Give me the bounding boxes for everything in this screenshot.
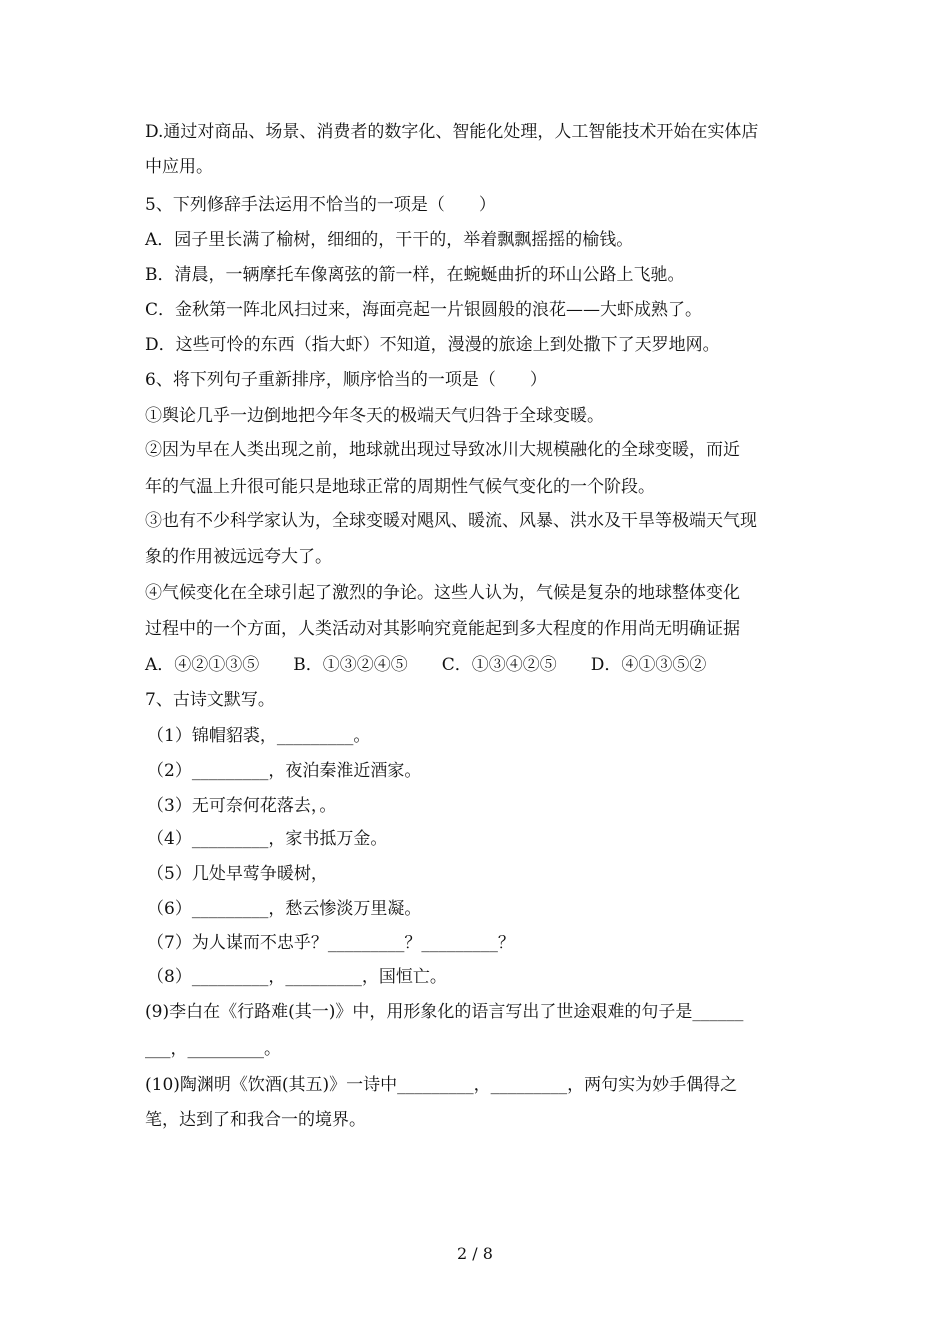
poem-item-1: （1）锦帽貂裘，_________。 [147,726,371,746]
poem-item-10: (10)陶渊明《饮酒(其五)》一诗中_________，_________，两句实为妙手偶得之 [145,1075,738,1095]
sentence-4: ④气候变化在全球引起了激烈的争论。这些人认为，气候是复杂的地球整体变化 [145,583,740,603]
sentence-2-cont: 年的气温上升很可能只是地球正常的周期性气候气变化的一个阶段。 [145,477,655,497]
poem-item-9: (9)李白在《行路难(其一)》中，用形象化的语言写出了世途艰难的句子是______ [145,1002,744,1022]
question-6: 6、将下列句子重新排序，顺序恰当的一项是（ ） [145,370,547,390]
option-a: A．园子里长满了榆树，细细的，干干的，举着飘飘摇摇的榆钱。 [145,230,634,250]
page-number: 2 / 8 [457,1244,493,1263]
option-b: B．清晨，一辆摩托车像离弦的箭一样，在蜿蜒曲折的环山公路上飞驰。 [145,265,685,285]
sentence-2: ②因为早在人类出现之前，地球就出现过导致冰川大规模融化的全球变暖，而近 [145,440,740,460]
poem-item-10-cont: 笔，达到了和我合一的境界。 [145,1110,366,1130]
poem-item-7: （7）为人谋而不忠乎？_________？_________？ [147,933,515,953]
poem-item-5: （5）几处早莺争暖树， [147,864,328,884]
sentence-1: ①舆论几乎一边倒地把今年冬天的极端天气归咎于全球变暖。 [145,406,604,426]
poem-item-8: （8）_________，_________，国恒亡。 [147,967,447,987]
poem-item-3: （3）无可奈何花落去，。 [147,796,337,816]
text-line: D.通过对商品、场景、消费者的数字化、智能化处理，人工智能技术开始在实体店 [145,122,759,142]
poem-item-4: （4）_________，家书抵万金。 [147,829,388,849]
text-line: 中应用。 [145,157,213,177]
q6-options: A．④②①③⑤ B．①③②④⑤ C．①③④②⑤ D．④①③⑤② [145,655,707,675]
question-7: 7、古诗文默写。 [145,690,275,710]
option-d: D．这些可怜的东西（指大虾）不知道，漫漫的旅途上到处撒下了天罗地网。 [145,335,720,355]
poem-item-6: （6）_________，愁云惨淡万里凝。 [147,899,422,919]
sentence-3-cont: 象的作用被远远夸大了。 [145,547,332,567]
poem-item-2: （2）_________，夜泊秦淮近酒家。 [147,761,422,781]
question-5: 5、下列修辞手法运用不恰当的一项是（ ） [145,195,496,215]
sentence-3: ③也有不少科学家认为，全球变暖对飓风、暖流、风暴、洪水及干旱等极端天气现 [145,511,757,531]
option-c: C．金秋第一阵北风扫过来，海面亮起一片银圆般的浪花——大虾成熟了。 [145,300,703,320]
sentence-4-cont: 过程中的一个方面，人类活动对其影响究竟能起到多大程度的作用尚无明确证据 [145,619,740,639]
poem-item-9-cont: ___，_________。 [145,1039,281,1059]
